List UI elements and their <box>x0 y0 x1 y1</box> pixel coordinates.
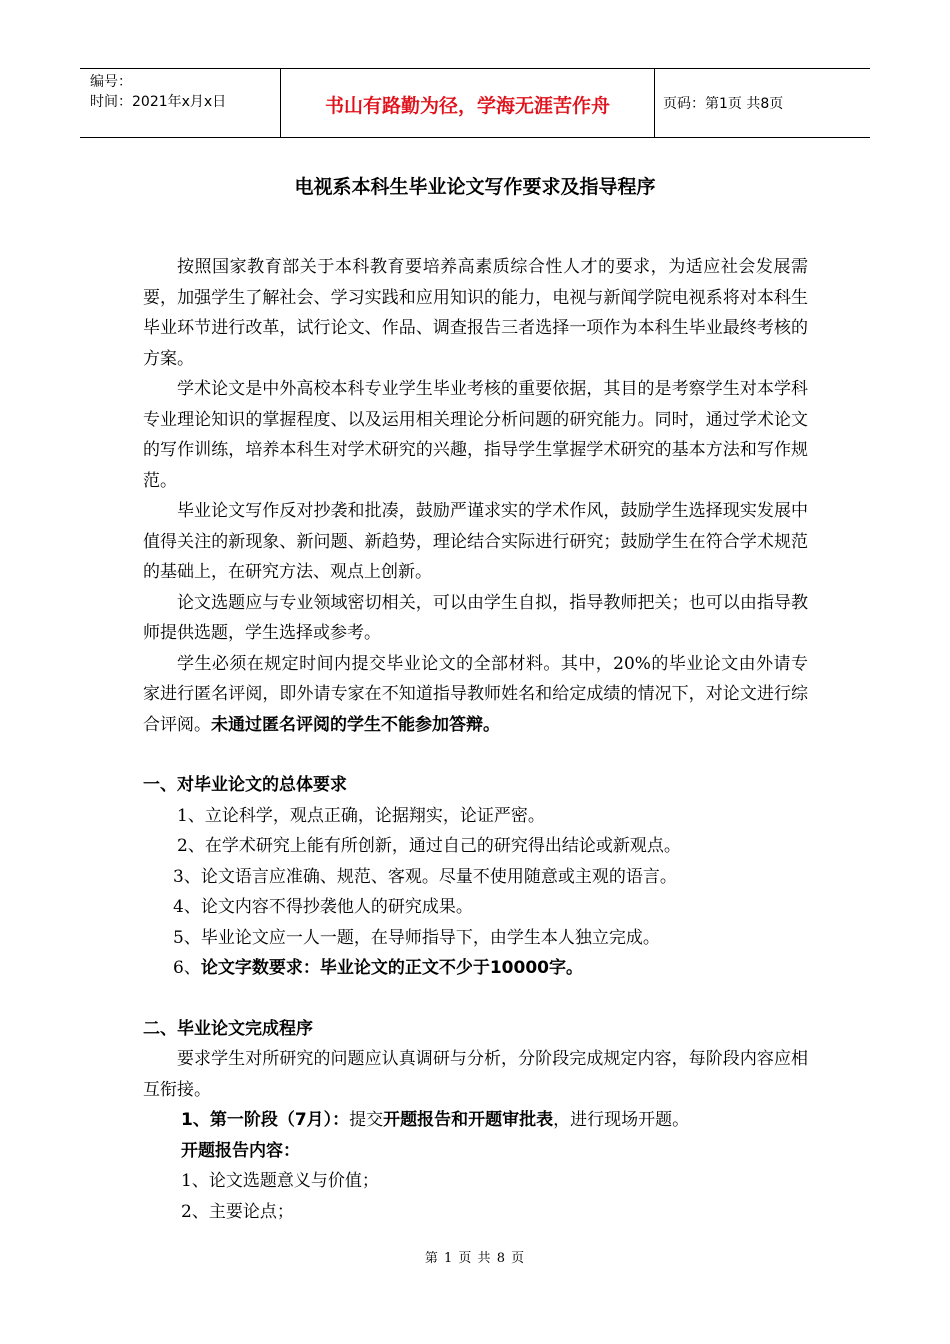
document-date: 时间：2021年x月x日 <box>90 94 227 110</box>
report-heading: 开题报告内容： <box>181 1140 300 1161</box>
paragraph: 毕业论文写作反对抄袭和批凑，鼓励严谨求实的学术作风，鼓励学生选择现实发展中值得关注的新现象、新问题、新趋势，理论结合实际进行研究；鼓励学生在符合学术规范的基础上，在研究方法、观点上创新。 <box>143 501 808 582</box>
header-motto: 书山有路勤为径，学海无涯苦作舟 <box>281 69 655 137</box>
list-item: 3、论文语言应准确、规范、客观。尽量不使用随意或主观的语言。 <box>173 866 677 887</box>
list-item: 2、在学术研究上能有所创新，通过自己的研究得出结论或新观点。 <box>177 836 681 856</box>
header-page-info: 页码：第1页 共8页 <box>663 96 784 112</box>
list-item: 2、主要论点； <box>181 1201 294 1222</box>
document-title: 电视系本科生毕业论文写作要求及指导程序 <box>294 176 656 198</box>
list-item <box>143 953 808 984</box>
paragraph: 按照国家教育部关于本科教育要培养高素质综合性人才的要求，为适应社会发展需要，加强学生了解社会、学习实践和应用知识的能力，电视与新闻学院电视系将对本科生毕业环节进行改革，试行论文、作品、调查报告三者选择一项作为本科生毕业最终考核的方案。 <box>143 257 808 369</box>
section-heading: 一、对毕业论文的总体要求 <box>143 775 347 795</box>
document-number-label: 编号： <box>90 74 132 90</box>
section-heading: 二、毕业论文完成程序 <box>143 1018 313 1039</box>
stage-text-end: ，进行现场开题。 <box>553 1110 690 1130</box>
page-footer: 第 1 页 共 8 页 <box>424 1251 526 1266</box>
paragraph: 学术论文是中外高校本科专业学生毕业考核的重要依据，其目的是考察学生对本学科专业理论知识的掌握程度、以及运用相关理论分析问题的研究能力。同时，通过学术论文的写作训练，培养本科生对学术研究的兴趣，指导学生掌握学术研究的基本方法和写作规范。 <box>143 379 808 491</box>
list-item: 5、毕业论文应一人一题，在导师指导下，由学生本人独立完成。 <box>173 927 660 948</box>
list-item: 1、论文选题意义与价值； <box>181 1171 379 1191</box>
paragraph-bold-text: 未通过匿名评阅的学生不能参加答辩。 <box>211 714 500 735</box>
list-item-number: 6、 <box>173 958 201 978</box>
paragraph: 论文选题应与专业领域密切相关，可以由学生自拟，指导教师把关；也可以由指导教师提供选题，学生选择或参考。 <box>143 592 808 643</box>
list-item: 4、论文内容不得抄袭他人的研究成果。 <box>173 897 473 917</box>
paragraph <box>143 649 808 741</box>
paragraph-text: 学生必须在规定时间内提交毕业论文的全部材料。其中，20%的毕业论文由外请专家进行匿名评阅，即外请专家在不知道指导教师姓名和给定成绩的情况下，对论文进行综合评阅。 <box>143 653 808 735</box>
document-body <box>143 252 808 1227</box>
list-item: 1、立论科学，观点正确，论据翔实，论证严密。 <box>177 805 545 826</box>
stage-label: 1、第一阶段（7月）： <box>181 1110 350 1130</box>
header-left-cell <box>80 69 281 137</box>
stage-bold-text: 开题报告和开题审批表 <box>383 1110 554 1130</box>
stage-item <box>143 1105 808 1136</box>
stage-text: 提交 <box>349 1110 384 1130</box>
list-item-bold-text: 论文字数要求：毕业论文的正文不少于10000字。 <box>200 958 583 978</box>
header-table <box>80 68 870 138</box>
paragraph: 要求学生对所研究的问题应认真调研与分析，分阶段完成规定内容，每阶段内容应相互衔接。 <box>143 1049 808 1100</box>
